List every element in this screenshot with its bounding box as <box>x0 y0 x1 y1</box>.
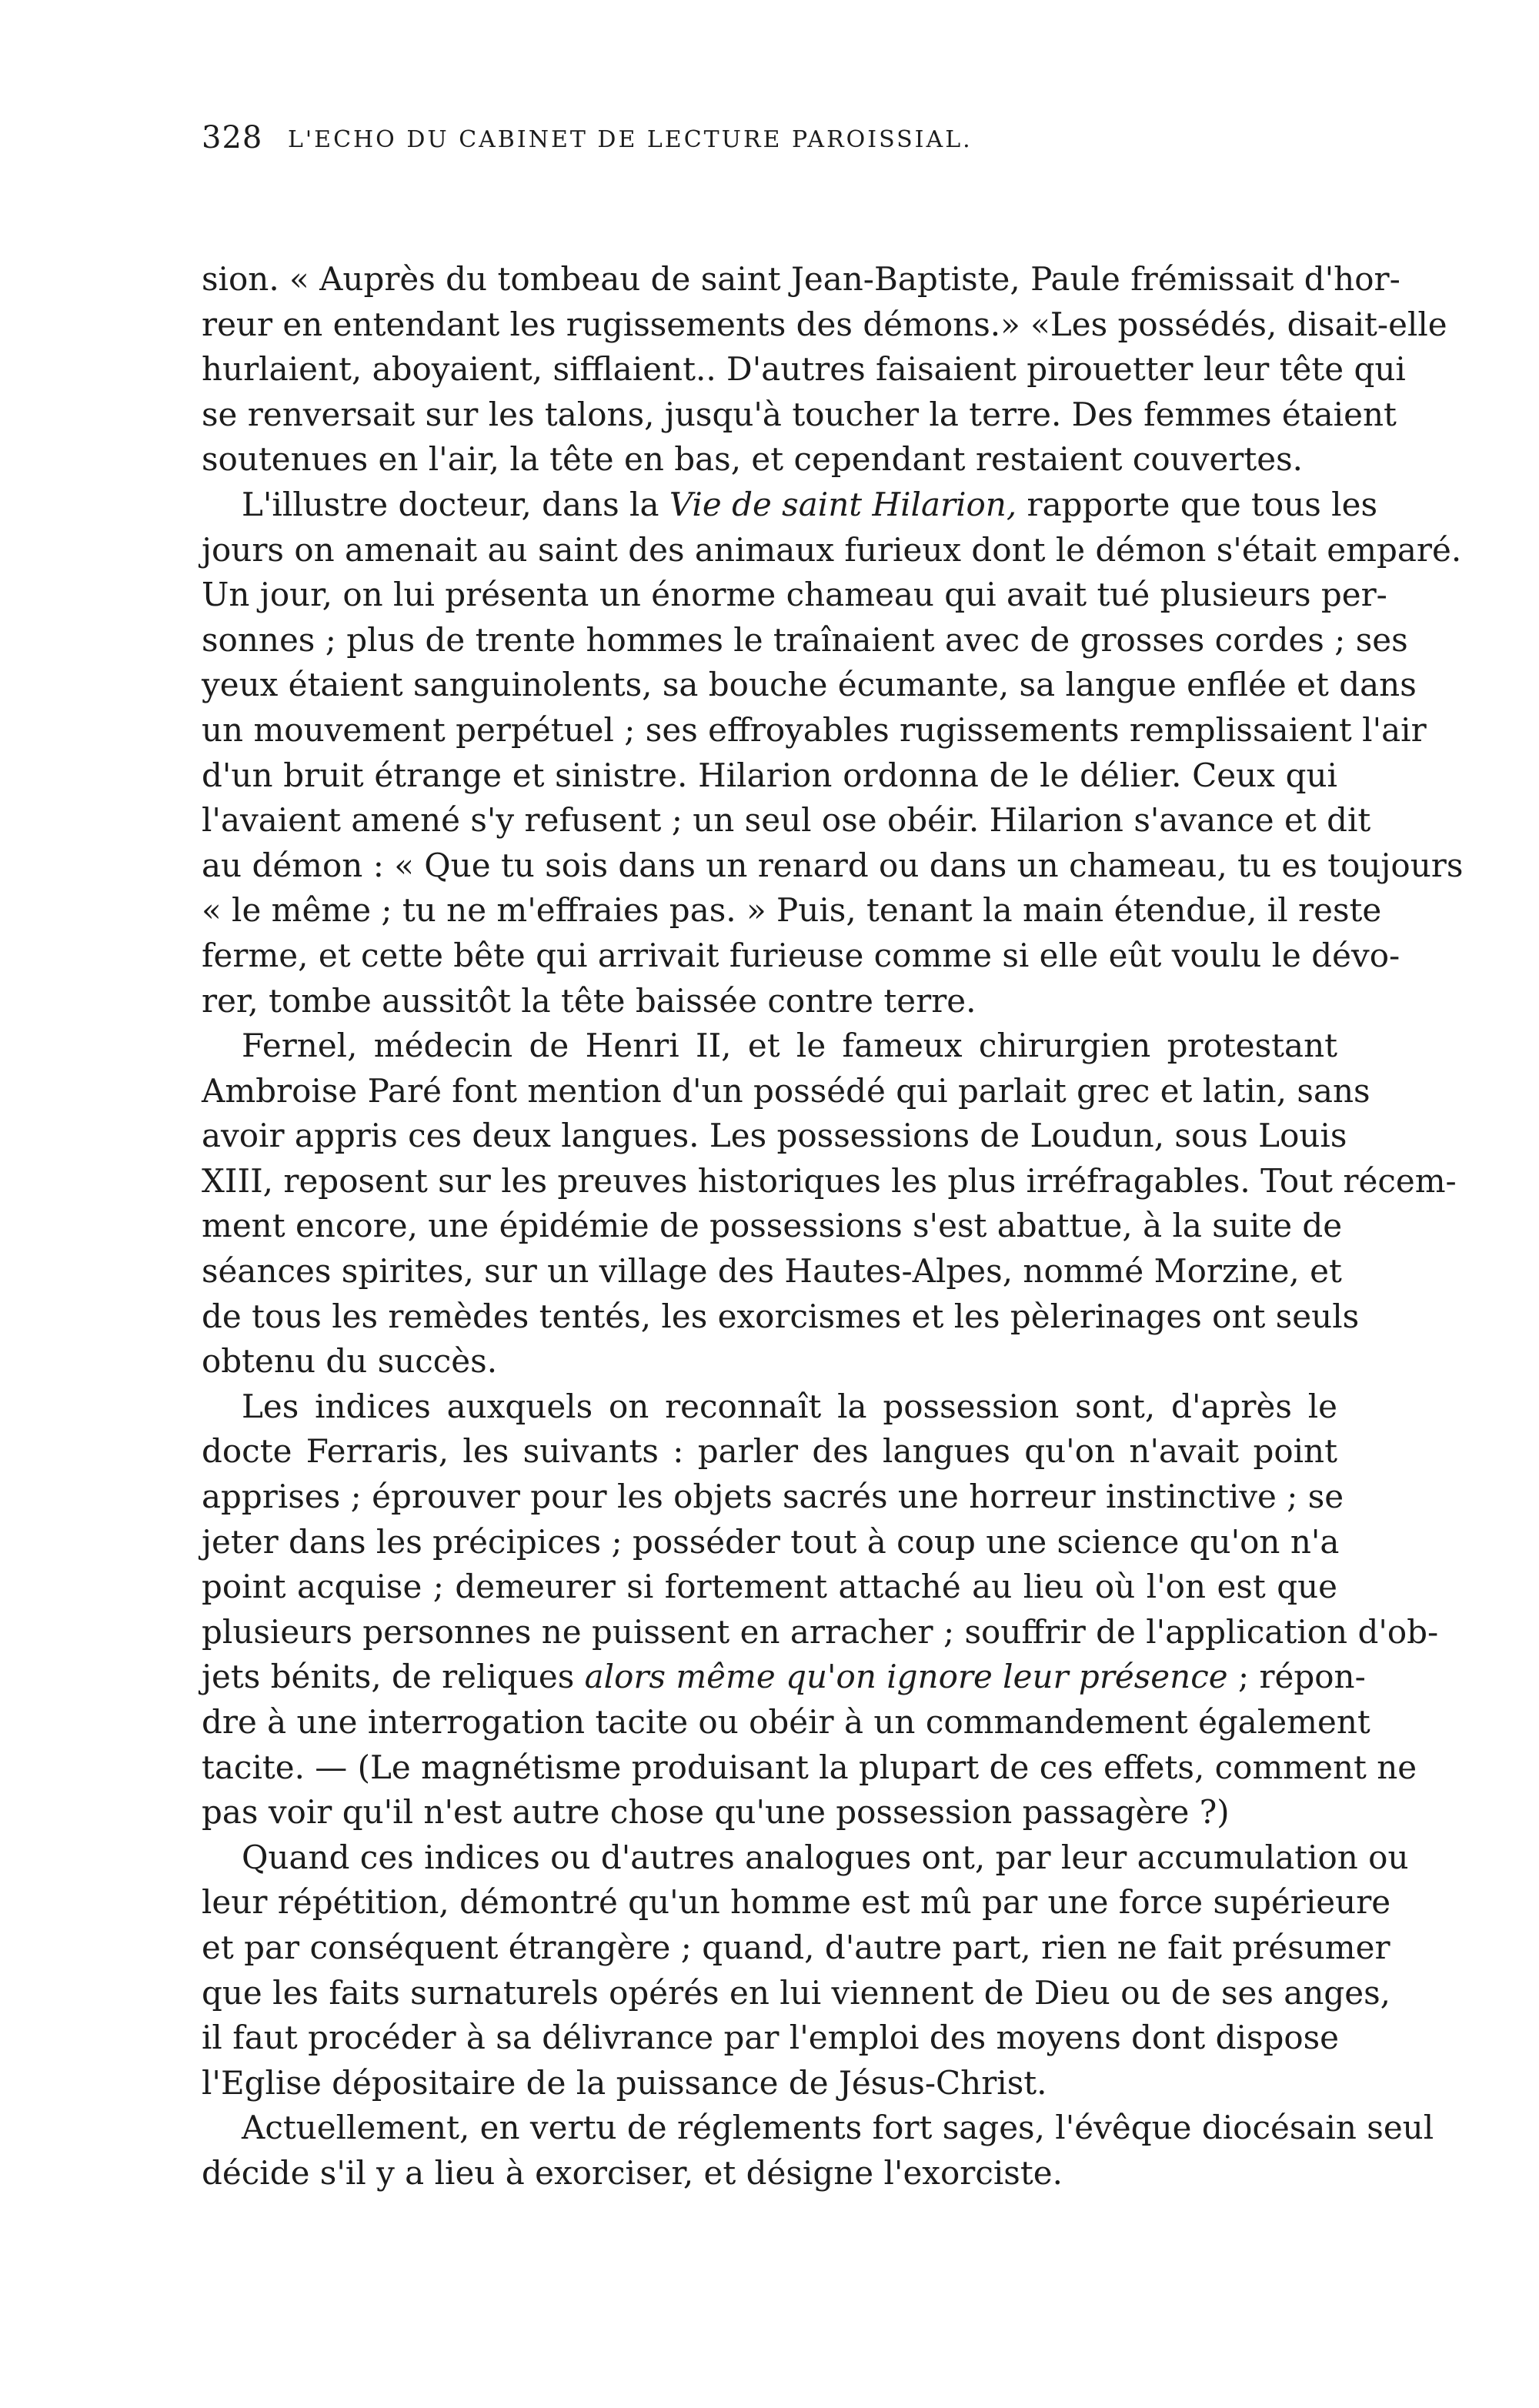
text-line: jours on amenait au saint des animaux furieux dont le démon s'était emparé. <box>202 530 1462 569</box>
text-line: que les faits surnaturels opérés en lui viennent de Dieu ou de ses anges, <box>202 1973 1391 2012</box>
text-line: dre à une interrogation tacite ou obéir à un commandement également <box>202 1703 1370 1741</box>
text-line: apprises ; éprouver pour les objets sacrés une horreur instinctive ; se <box>202 1478 1344 1516</box>
text-line: yeux étaient sanguinolents, sa bouche écumante, sa langue enflée et dans <box>202 666 1417 704</box>
text-line: sonnes ; plus de trente hommes le traînaient avec de grosses cordes ; ses <box>202 620 1408 659</box>
text-line: Un jour, on lui présenta un énorme chameau qui avait tué plusieurs per- <box>202 576 1387 614</box>
text-line: et par conséquent étrangère ; quand, d'autre part, rien ne fait présumer <box>202 1928 1390 1966</box>
text-segment: L'illustre docteur, dans la <box>242 485 669 523</box>
text-line: jeter dans les précipices ; posséder tout à coup une science qu'on n'a <box>202 1522 1340 1561</box>
italic-phrase: alors même qu'on ignore leur présence <box>584 1658 1228 1696</box>
text-line: de tous les remèdes tentés, les exorcismes et les pèlerinages ont seuls <box>202 1297 1360 1335</box>
running-title: L'ECHO DU CABINET DE LECTURE PAROISSIAL. <box>288 126 973 153</box>
text-line: tacite. — (Le magnétisme produisant la plupart de ces effets, comment ne <box>202 1748 1417 1786</box>
page-header <box>202 115 1337 162</box>
text-line <box>202 1655 1366 1700</box>
text-line: docte Ferraris, les suivants : parler des langues qu'on n'avait point <box>202 1432 1337 1471</box>
text-line: ferme, et cette bête qui arrivait furieuse comme si elle eût voulu le dévo- <box>202 936 1400 974</box>
text-line: l'avaient amené s'y refusent ; un seul ose obéir. Hilarion s'avance et dit <box>202 801 1371 840</box>
text-line: séances spirites, sur un village des Hautes-Alpes, nommé Morzine, et <box>202 1252 1342 1291</box>
text-line: XIII, reposent sur les preuves historiques les plus irréfragables. Tout récem- <box>202 1161 1457 1200</box>
paragraph-hilarion <box>202 483 1464 1024</box>
text-segment: ; répon- <box>1227 1658 1366 1696</box>
text-line: rer, tombe aussitôt la tête baissée contre terre. <box>202 981 976 1020</box>
text-line: d'un bruit étrange et sinistre. Hilarion ordonna de le délier. Ceux qui <box>202 756 1337 794</box>
paragraph-indices <box>202 1384 1439 1835</box>
text-line: leur répétition, démontré qu'un homme est mû par une force supérieure <box>202 1883 1391 1922</box>
text-line: hurlaient, aboyaient, sifflaient.. D'autres faisaient pirouetter leur tête qui <box>202 350 1406 389</box>
text-line: l'Eglise dépositaire de la puissance de Jésus-Christ. <box>202 2063 1047 2102</box>
text-segment: rapporte que tous les <box>1017 485 1377 523</box>
text-line: sion. « Auprès du tombeau de saint Jean-Baptiste, Paule frémissait d'hor- <box>202 260 1400 298</box>
page-number: 328 <box>202 120 263 155</box>
text-line: se renversait sur les talons, jusqu'à toucher la terre. Des femmes étaient <box>202 395 1397 433</box>
text-line: il faut procéder à sa délivrance par l'emploi des moyens dont dispose <box>202 2019 1340 2057</box>
book-title-italic: Vie de saint Hilarion, <box>669 485 1017 523</box>
body-text <box>202 257 1464 2196</box>
text-line: avoir appris ces deux langues. Les possessions de Loudun, sous Louis <box>202 1117 1347 1155</box>
text-line: « le même ; tu ne m'effraies pas. » Puis, tenant la main étendue, il reste <box>202 891 1382 930</box>
text-line: reur en entendant les rugissements des démons.» «Les possédés, disait-elle <box>202 305 1447 343</box>
text-line: Ambroise Paré font mention d'un possédé qui parlait grec et latin, sans <box>202 1071 1370 1110</box>
text-line: décide s'il y a lieu à exorciser, et désigne l'exorciste. <box>202 2153 1063 2192</box>
text-line: Les indices auxquels on reconnaît la possession sont, d'après le <box>242 1387 1337 1425</box>
text-line: point acquise ; demeurer si fortement attaché au lieu où l'on est que <box>202 1568 1337 1606</box>
text-line: obtenu du succès. <box>202 1342 498 1381</box>
text-line: pas voir qu'il n'est autre chose qu'une possession passagère ?) <box>202 1793 1230 1832</box>
text-line: ment encore, une épidémie de possessions s'est abattue, à la suite de <box>202 1207 1343 1245</box>
text-line: Quand ces indices ou d'autres analogues ont, par leur accumulation ou <box>242 1838 1409 1876</box>
text-line: Actuellement, en vertu de réglements fort sages, l'évêque diocésain seul <box>242 2109 1434 2147</box>
text-line <box>202 483 1377 528</box>
text-line: un mouvement perpétuel ; ses effroyables rugissements remplissaient l'air <box>202 710 1427 749</box>
paragraph-fernel <box>202 1024 1457 1384</box>
paragraph-continuation <box>202 257 1447 483</box>
text-line: Fernel, médecin de Henri II, et le fameux chirurgien protestant <box>242 1027 1337 1065</box>
text-segment: jets bénits, de reliques <box>202 1658 585 1696</box>
text-line: au démon : « Que tu sois dans un renard ou dans un chameau, tu es toujours <box>202 846 1464 884</box>
text-line: soutenues en l'air, la tête en bas, et cependant restaient couvertes. <box>202 440 1304 479</box>
paragraph-actuellement <box>202 2106 1434 2196</box>
text-line: plusieurs personnes ne puissent en arracher ; souffrir de l'application d'ob- <box>202 1612 1439 1651</box>
paragraph-quand <box>202 1835 1409 2106</box>
